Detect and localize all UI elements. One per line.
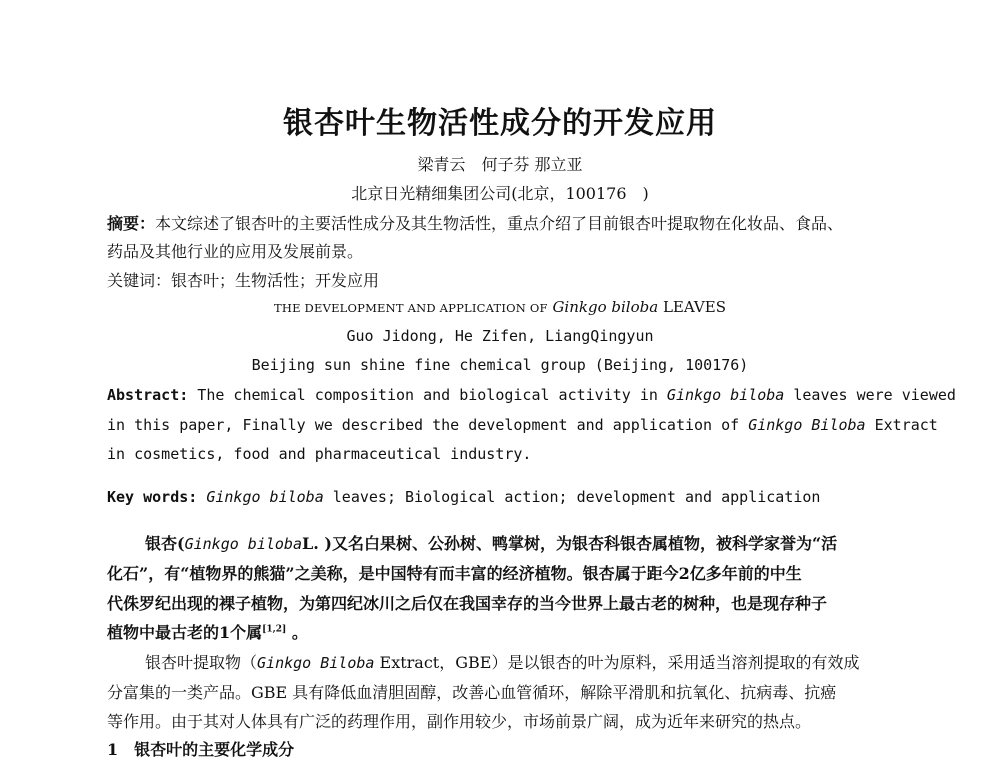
para-text: 银杏叶提取物（	[145, 653, 258, 672]
keywords-cn-label: 关键词：	[107, 271, 172, 290]
para-text: 植物中最古老的1个属	[107, 623, 263, 642]
abstract-en-text: Extract	[865, 416, 938, 434]
species-name: Ginkgo biloba	[666, 386, 785, 404]
abstract-en-line1	[107, 386, 956, 404]
authors-cn: 梁青云 何子芬 那立亚	[417, 155, 583, 174]
keywords-en-text: leaves; Biological action; development and application	[323, 488, 821, 506]
para-text: 银杏(	[145, 534, 185, 553]
affiliation-cn: 北京日光精细集团公司(北京，100176 )	[351, 184, 649, 203]
para1-line4	[107, 620, 308, 643]
keywords-en-label: Key words:	[107, 488, 198, 506]
title-en-species: Ginkgo biloba	[552, 298, 659, 316]
para2-line2: 分富集的一类产品。GBE 具有降低血清胆固醇，改善心血管循环，解除平滑肌和抗氧化、抗病毒、抗癌	[107, 683, 837, 702]
authors-en: Guo Jidong, He Zifen, LiangQingyun	[346, 327, 654, 345]
abstract-en-line2	[107, 416, 938, 434]
paper-title-en	[0, 298, 1000, 316]
para1-line2: 化石”，有“植物界的熊猫”之美称，是中国特有而丰富的经济植物。银杏属于距今2亿多年前的中生	[107, 564, 802, 583]
species-name: Ginkgo biloba	[184, 535, 302, 553]
abstract-cn-label: 摘要：	[107, 214, 156, 233]
para1-line1	[145, 531, 837, 554]
section-heading-1: 1 银杏叶的主要化学成分	[107, 740, 295, 759]
title-en-prefix: THE DEVELOPMENT AND APPLICATION OF	[274, 301, 548, 315]
para-text: Extract，GBE）是以银杏的叶为原料，采用适当溶剂提取的有效成	[374, 653, 860, 672]
para1-line3: 代侏罗纪出现的裸子植物，为第四纪冰川之后仅在我国幸存的当今世界上最古老的树种，也是现存种子	[107, 594, 828, 613]
keywords-cn-text: 银杏叶；生物活性；开发应用	[171, 271, 380, 290]
abstract-cn-line2: 药品及其他行业的应用及发展前景。	[107, 242, 364, 261]
title-en-suffix: LEAVES	[662, 298, 726, 316]
affiliation-en: Beijing sun shine fine chemical group (Beijing, 100176)	[251, 356, 749, 374]
abstract-en-label: Abstract:	[107, 386, 189, 404]
para-text: L. )又名白果树、公孙树、鸭掌树，为银杏科银杏属植物，被科学家誉为“活	[301, 534, 838, 553]
abstract-en-text: The chemical composition and biological activity in	[188, 386, 667, 404]
abstract-en-text: in this paper, Finally we described the development and application of	[107, 416, 749, 434]
keywords-en	[107, 488, 820, 506]
abstract-cn-line1	[107, 211, 843, 234]
species-name: Ginkgo Biloba	[748, 416, 866, 434]
species-name: Ginkgo Biloba	[257, 654, 375, 672]
citation: [1,2]	[262, 624, 287, 635]
keywords-cn	[107, 268, 379, 291]
para2-line1	[145, 650, 859, 673]
para2-line3: 等作用。由于其对人体具有广泛的药理作用，副作用较少，市场前景广阔，成为近年来研究的热点。	[107, 712, 812, 731]
abstract-cn-text: 本文综述了银杏叶的主要活性成分及其生物活性，重点介绍了目前银杏叶提取物在化妆品、食品、	[155, 214, 844, 233]
species-name: Ginkgo biloba	[206, 488, 324, 506]
abstract-en-text: leaves were viewed	[784, 386, 956, 404]
paper-title-cn: 银杏叶生物活性成分的开发应用	[283, 106, 717, 141]
para-text: 。	[286, 623, 308, 642]
abstract-en-line3: in cosmetics, food and pharmaceutical industry.	[107, 445, 532, 463]
